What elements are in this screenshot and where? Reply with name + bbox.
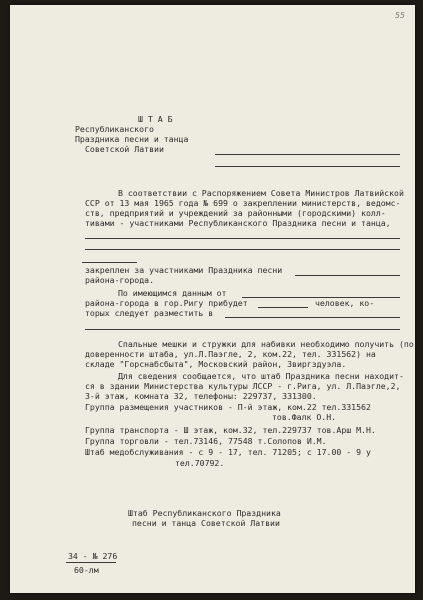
body-p1-line-3: складе "Горснабсбыта", Московский район, Звиргздуэла.: [85, 359, 347, 369]
assignment-line-4: района-города в гор.Ригу прибудет: [85, 298, 248, 308]
fill-line-4: [295, 275, 400, 276]
group-placement-line-1: Группа размещения участников - П-й этаж, ком.22 тел.331562: [85, 402, 371, 412]
fill-line-7: [225, 317, 400, 318]
footer-ref-underline: [66, 562, 116, 563]
group-medical-line-1: Штаб медобслуживания - с 9 - 17, тел. 71205; с 17.00 - 9 у: [85, 447, 371, 457]
signature-line-1: Штаб Республиканского Праздника: [128, 508, 281, 518]
signature-line-2: песни и танца Советской Латвии: [132, 518, 280, 528]
address-line-2: [215, 166, 400, 167]
body-p2-line-3: 3-й этаж, комната 32, телефоны: 229737, 331300.: [85, 391, 317, 401]
assignment-line-1: закреплен за участниками Праздника песни: [85, 265, 283, 275]
fill-line-1: [85, 238, 400, 239]
fill-line-8: [85, 329, 400, 330]
footer-ref: 34 - № 276: [68, 551, 118, 561]
header-title: Ш Т А Б: [138, 114, 173, 124]
fill-line-3: [82, 262, 137, 263]
intro-line-4: тивами - участниками Республиканского Праздника песни и танца,: [85, 218, 391, 228]
address-line-1: [215, 154, 400, 155]
header-line-3: Праздника песни и танца: [75, 134, 189, 144]
document-page: [10, 5, 415, 593]
body-p1-line-2: доверенности штаба, ул.Л.Паэгле, 2, ком.22, тел. 331562) на: [85, 349, 376, 359]
fill-line-6: [258, 307, 308, 308]
intro-line-3: ств, предприятий и учреждений за районными (городскими) колл-: [85, 208, 386, 218]
assignment-line-4b: человек, ко-: [315, 298, 375, 308]
assignment-line-5: торых следует разместить в: [85, 308, 214, 318]
assignment-line-2: района-города.: [85, 275, 155, 285]
group-trade: Группа торговли - тел.73146, 77548 т.Солопов И.М.: [85, 436, 327, 446]
intro-line-1: В соответствии с Распоряжением Совета Министров Латвийской: [118, 188, 404, 198]
header-line-2: Республиканского: [75, 124, 154, 134]
group-medical-line-2: тел.70792.: [175, 458, 225, 468]
group-transport: Группа транспорта - Ш этаж, ком.32, тел.229737 тов.Арш М.Н.: [85, 425, 376, 435]
body-p1-line-1: Спальные мешки и стружки для набивки необходимо получить (по: [118, 339, 414, 349]
assignment-line-3: По имеющимся данным от: [118, 288, 227, 298]
footer-count: 60-лм: [74, 565, 99, 575]
intro-line-2: ССР от 13 мая 1965 года № 699 о закреплении министерств, ведомс-: [85, 198, 401, 208]
header-line-4: Советской Латвии: [85, 144, 164, 154]
body-p2-line-1: Для сведения сообщается, что штаб Праздника песни находит-: [118, 371, 404, 381]
group-placement-line-2: тов.Фалк О.Н.: [272, 412, 337, 422]
body-p2-line-2: ся в здании Министерства культуры ЛССР - г.Рига, ул. Л.Паэгле,2,: [85, 381, 401, 391]
page-number: 55: [394, 11, 405, 20]
fill-line-2: [85, 249, 400, 250]
